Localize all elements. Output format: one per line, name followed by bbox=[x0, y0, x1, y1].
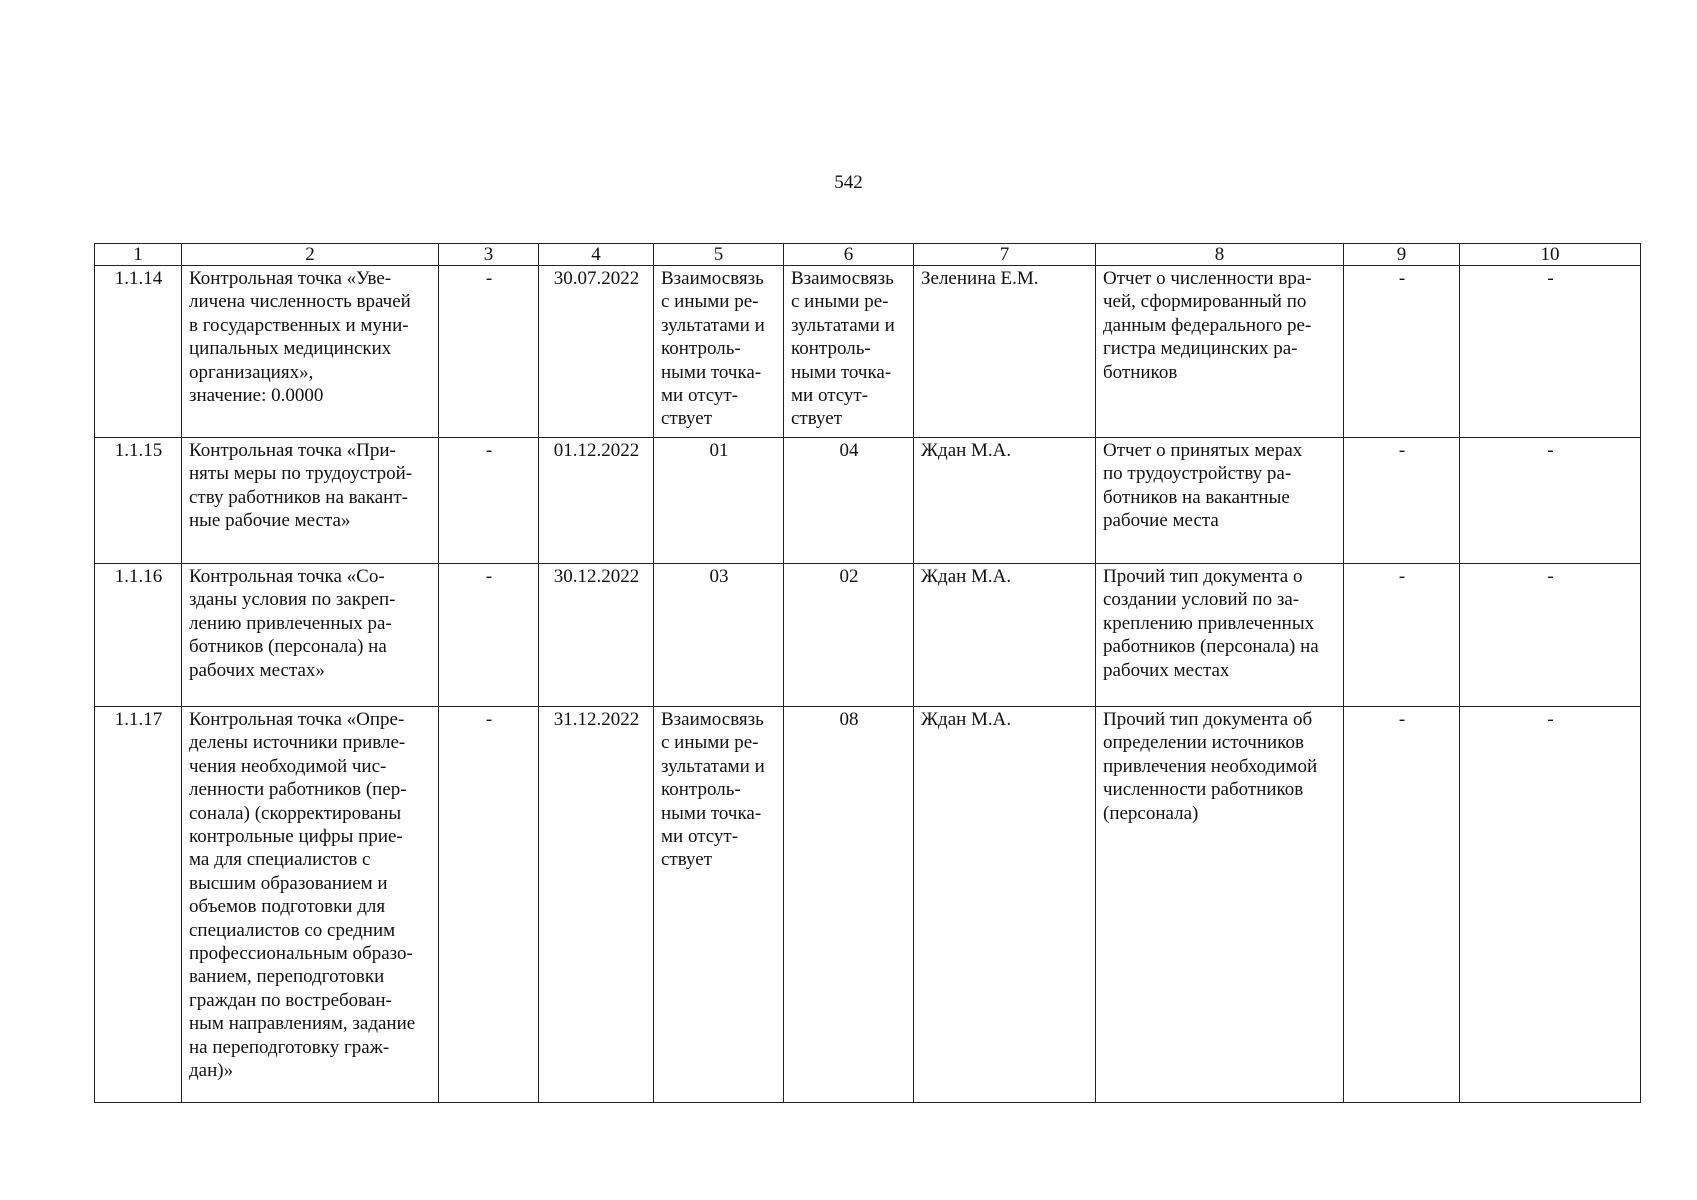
row-number-cell: 1.1.16 bbox=[95, 564, 182, 707]
col3-cell: - bbox=[439, 266, 539, 438]
responsible-cell: Ждан М.А. bbox=[914, 707, 1096, 1103]
column-header: 7 bbox=[914, 244, 1096, 266]
col10-cell: - bbox=[1460, 266, 1641, 438]
control-points-table bbox=[94, 243, 1641, 1103]
document-cell: Отчет о принятых мерах по трудоустройству ра- ботников на вакантные рабочие места bbox=[1096, 438, 1344, 564]
date-cell: 30.12.2022 bbox=[539, 564, 654, 707]
col6-cell: 04 bbox=[784, 438, 914, 564]
col5-cell: 03 bbox=[654, 564, 784, 707]
table-row bbox=[95, 564, 1641, 707]
table-row bbox=[95, 707, 1641, 1103]
col5-cell: Взаимосвязь с иными ре- зультатами и контроль- ными точка- ми отсут- ствует bbox=[654, 266, 784, 438]
page-number: 542 bbox=[834, 172, 863, 193]
col9-cell: - bbox=[1344, 438, 1460, 564]
col3-cell: - bbox=[439, 564, 539, 707]
col3-cell: - bbox=[439, 707, 539, 1103]
col10-cell: - bbox=[1460, 707, 1641, 1103]
date-cell: 01.12.2022 bbox=[539, 438, 654, 564]
col6-cell: 08 bbox=[784, 707, 914, 1103]
col6-cell: Взаимосвязь с иными ре- зультатами и контроль- ными точка- ми отсут- ствует bbox=[784, 266, 914, 438]
description-cell: Контрольная точка «Со- зданы условия по закреп- лению привлеченных ра- ботников (персонала) на рабочих местах» bbox=[182, 564, 439, 707]
column-header: 4 bbox=[539, 244, 654, 266]
column-header: 9 bbox=[1344, 244, 1460, 266]
column-number-row bbox=[95, 244, 1641, 266]
description-cell: Контрольная точка «При- няты меры по трудоустрой- ству работников на вакант- ные рабочие места» bbox=[182, 438, 439, 564]
table-row bbox=[95, 266, 1641, 438]
column-header: 6 bbox=[784, 244, 914, 266]
column-header: 5 bbox=[654, 244, 784, 266]
row-number-cell: 1.1.15 bbox=[95, 438, 182, 564]
responsible-cell: Зеленина Е.М. bbox=[914, 266, 1096, 438]
description-cell: Контрольная точка «Опре- делены источники привле- чения необходимой чис- ленности работников (пер- сонала) (скорректированы контрольные цифры прие- ма для специалистов с высшим образованием и объемов подготовки для специалистов со средним профессиональным образо- ванием, переподготовки граждан по востребован- ным направлениям, задание на переподготовку граж- дан)» bbox=[182, 707, 439, 1103]
description-cell: Контрольная точка «Уве- личена численность врачей в государственных и муни- ципальных медицинских организациях», значение: 0.0000 bbox=[182, 266, 439, 438]
col3-cell: - bbox=[439, 438, 539, 564]
column-header: 8 bbox=[1096, 244, 1344, 266]
responsible-cell: Ждан М.А. bbox=[914, 564, 1096, 707]
document-cell: Прочий тип документа о создании условий по за- креплению привлеченных работников (персонала) на рабочих местах bbox=[1096, 564, 1344, 707]
col10-cell: - bbox=[1460, 564, 1641, 707]
document-cell: Отчет о численности вра- чей, сформированный по данным федерального ре- гистра медицинских ра- ботников bbox=[1096, 266, 1344, 438]
document-cell: Прочий тип документа об определении источников привлечения необходимой численности работников (персонала) bbox=[1096, 707, 1344, 1103]
column-header: 1 bbox=[95, 244, 182, 266]
row-number-cell: 1.1.17 bbox=[95, 707, 182, 1103]
col9-cell: - bbox=[1344, 564, 1460, 707]
col9-cell: - bbox=[1344, 707, 1460, 1103]
responsible-cell: Ждан М.А. bbox=[914, 438, 1096, 564]
col9-cell: - bbox=[1344, 266, 1460, 438]
column-header: 3 bbox=[439, 244, 539, 266]
table-row bbox=[95, 438, 1641, 564]
column-header: 2 bbox=[182, 244, 439, 266]
row-number-cell: 1.1.14 bbox=[95, 266, 182, 438]
col10-cell: - bbox=[1460, 438, 1641, 564]
date-cell: 31.12.2022 bbox=[539, 707, 654, 1103]
column-header: 10 bbox=[1460, 244, 1641, 266]
col5-cell: 01 bbox=[654, 438, 784, 564]
col6-cell: 02 bbox=[784, 564, 914, 707]
date-cell: 30.07.2022 bbox=[539, 266, 654, 438]
col5-cell: Взаимосвязь с иными ре- зультатами и контроль- ными точка- ми отсут- ствует bbox=[654, 707, 784, 1103]
